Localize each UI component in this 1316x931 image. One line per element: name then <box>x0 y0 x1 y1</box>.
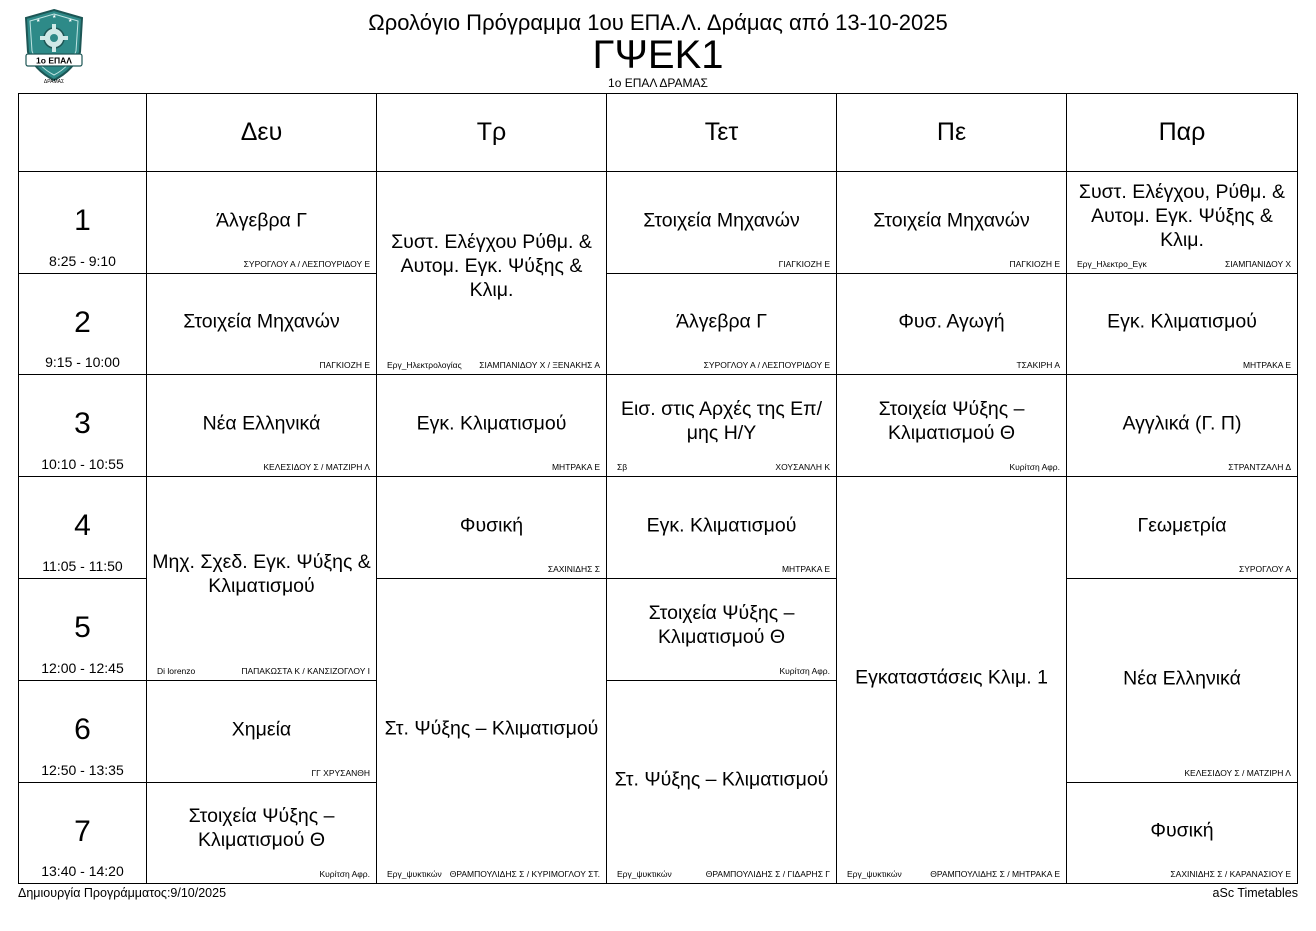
lesson-subject: Εγκ. Κλιματισμού <box>646 514 797 537</box>
lesson-room: Σβ <box>617 462 628 472</box>
lesson-subject: Στοιχεία Μηχανών <box>643 209 800 232</box>
lesson-teacher: ΧΟΥΣΑΝΛΗ Κ <box>775 462 830 472</box>
period-time: 8:25 - 9:10 <box>49 253 116 269</box>
day-header: Παρ <box>1067 94 1297 172</box>
lesson-teacher: Κυρίτση Αφρ. <box>319 869 370 879</box>
corner-cell <box>19 94 147 172</box>
lesson-cell <box>377 172 607 375</box>
period-number: 3 <box>74 407 91 440</box>
lesson-teacher: ΣΥΡΟΓΛΟΥ Α / ΛΕΣΠΟΥΡΙΔΟΥ Ε <box>703 360 830 370</box>
day-header: Πε <box>837 94 1067 172</box>
lesson-cell <box>1067 274 1297 375</box>
lesson-subject: Εγκ. Κλιματισμού <box>1107 310 1257 333</box>
lesson-subject: Φυσική <box>1150 819 1214 842</box>
lesson-room: Εργ_ψυκτικών <box>847 869 902 879</box>
period-time: 10:10 - 10:55 <box>41 456 124 472</box>
lesson-cell <box>377 579 607 883</box>
lesson-cell <box>837 274 1067 375</box>
lesson-cell <box>147 274 377 375</box>
lesson-cell <box>147 783 377 883</box>
period-number: 4 <box>74 509 91 542</box>
lesson-room: Di lorenzo <box>157 666 196 676</box>
svg-text:1ο ΕΠΑΛ: 1ο ΕΠΑΛ <box>36 55 72 66</box>
lesson-teacher: Κυρίτση Αφρ. <box>1009 462 1060 472</box>
timetable-title: Ωρολόγιο Πρόγραμμα 1ου ΕΠΑ.Λ. Δράμας από 13-10-2025 <box>368 10 948 35</box>
lesson-teacher: ΘΡΑΜΠΟΥΛΙΔΗΣ Σ / ΓΙΔΑΡΗΣ Γ <box>705 869 830 879</box>
lesson-cell <box>377 375 607 477</box>
lesson-cell <box>607 375 837 477</box>
lesson-cell <box>607 477 837 579</box>
lesson-cell <box>607 579 837 681</box>
lesson-subject: Μηχ. Σχεδ. Εγκ. Ψύξης & Κλιματισμού <box>152 550 371 597</box>
lesson-subject: Στοιχεία Ψύξης – Κλιματισμού Θ <box>878 397 1025 444</box>
lesson-subject: Νέα Ελληνικά <box>202 412 321 435</box>
lesson-teacher: ΘΡΑΜΠΟΥΛΙΔΗΣ Σ / ΜΗΤΡΑΚΑ Ε <box>930 869 1060 879</box>
period-time: 12:50 - 13:35 <box>41 762 124 778</box>
lesson-teacher: ΣΙΑΜΠΑΝΙΔΟΥ Χ / ΞΕΝΑΚΗΣ Α <box>479 360 600 370</box>
timetable-grid <box>18 93 1298 884</box>
lesson-cell <box>1067 172 1297 274</box>
period-time: 13:40 - 14:20 <box>41 863 124 879</box>
lesson-subject: Νέα Ελληνικά <box>1123 667 1241 690</box>
lesson-subject: Στοιχεία Μηχανών <box>873 209 1030 232</box>
day-header: Τρ <box>377 94 607 172</box>
lesson-teacher: ΤΣΑΚΙΡΗ Α <box>1016 360 1060 370</box>
svg-text:ΔΡΑΜΑΣ: ΔΡΑΜΑΣ <box>43 79 65 84</box>
lesson-teacher: ΓΙΑΓΚΙΟΖΗ Ε <box>778 259 830 269</box>
lesson-room: Εργ_Ηλεκτρο_Εγκ <box>1077 259 1147 269</box>
period-cell <box>19 477 147 579</box>
period-number: 6 <box>74 713 91 746</box>
lesson-subject: Στ. Ψύξης – Κλιματισμού <box>384 717 599 740</box>
lesson-subject: Συστ. Ελέγχου Ρύθμ. & Αυτομ. Εγκ. Ψύξης & Κλιμ. <box>391 230 592 301</box>
period-cell <box>19 579 147 681</box>
lesson-subject: Στ. Ψύξης – Κλιματισμού <box>614 768 829 791</box>
lesson-cell <box>607 172 837 274</box>
lesson-subject: Χημεία <box>231 718 292 741</box>
lesson-cell <box>147 172 377 274</box>
lesson-teacher: ΓΓ ΧΡΥΣΑΝΘΗ <box>311 768 370 778</box>
school-name: 1ο ΕΠΑΛ ΔΡΑΜΑΣ <box>608 76 708 90</box>
lesson-subject: Άλγεβρα Γ <box>676 310 767 333</box>
lesson-cell <box>837 477 1067 883</box>
period-cell <box>19 681 147 783</box>
generator-label: aSc Timetables <box>1212 886 1298 900</box>
lesson-subject: Εγκαταστάσεις Κλιμ. 1 <box>855 666 1048 689</box>
lesson-cell <box>147 375 377 477</box>
period-cell <box>19 783 147 883</box>
lesson-cell <box>1067 783 1297 883</box>
lesson-teacher: ΣΥΡΟΓΛΟΥ Α <box>1238 564 1291 574</box>
day-header: Τετ <box>607 94 837 172</box>
lesson-teacher: ΜΗΤΡΑΚΑ Ε <box>781 564 830 574</box>
period-cell <box>19 375 147 477</box>
period-time: 11:05 - 11:50 <box>42 558 123 574</box>
lesson-cell <box>607 274 837 375</box>
lesson-cell <box>837 375 1067 477</box>
lesson-teacher: ΠΑΓΚΙΟΖΗ Ε <box>1009 259 1060 269</box>
lesson-teacher: ΚΕΛΕΣΙΔΟΥ Σ / ΜΑΤΖΙΡΗ Λ <box>1184 768 1291 778</box>
lesson-teacher: ΣΑΧΙΝΙΔΗΣ Σ / ΚΑΡΑΝΑΣΙΟΥ Ε <box>1170 869 1291 879</box>
lesson-cell <box>1067 375 1297 477</box>
lesson-teacher: ΠΑΓΚΙΟΖΗ Ε <box>319 360 370 370</box>
lesson-subject: Συστ. Ελέγχου, Ρύθμ. & Αυτομ. Εγκ. Ψύξης & Κλιμ. <box>1078 180 1286 251</box>
lesson-cell <box>147 681 377 783</box>
lesson-cell <box>607 681 837 883</box>
svg-text:★: ★ <box>68 18 73 24</box>
lesson-teacher: ΣΥΡΟΓΛΟΥ Α / ΛΕΣΠΟΥΡΙΔΟΥ Ε <box>243 259 370 269</box>
period-time: 12:00 - 12:45 <box>41 660 124 676</box>
lesson-subject: Αγγλικά (Γ. Π) <box>1122 412 1242 435</box>
lesson-subject: Γεωμετρία <box>1137 514 1227 537</box>
lesson-teacher: ΣΑΧΙΝΙΔΗΣ Σ <box>547 564 600 574</box>
lesson-teacher: ΘΡΑΜΠΟΥΛΙΔΗΣ Σ / ΚΥΡΙΜΟΓΛΟΥ ΣΤ. <box>449 869 600 879</box>
lesson-subject: Στοιχεία Μηχανών <box>183 310 340 333</box>
lesson-subject: Στοιχεία Ψύξης – Κλιματισμού Θ <box>648 601 795 648</box>
lesson-subject: Άλγεβρα Γ <box>216 209 307 232</box>
lesson-cell <box>1067 477 1297 579</box>
lesson-teacher: ΣΤΡΑΝΤΖΑΛΗ Δ <box>1228 462 1291 472</box>
lesson-cell <box>377 477 607 579</box>
lesson-teacher: ΜΗΤΡΑΚΑ Ε <box>551 462 600 472</box>
lesson-teacher: Κυρίτση Αφρ. <box>779 666 830 676</box>
lesson-subject: Στοιχεία Ψύξης – Κλιματισμού Θ <box>188 805 335 852</box>
lesson-teacher: ΚΕΛΕΣΙΔΟΥ Σ / ΜΑΤΖΙΡΗ Λ <box>263 462 370 472</box>
period-cell <box>19 172 147 274</box>
lesson-subject: Φυσ. Αγωγή <box>898 310 1005 333</box>
class-code: ΓΨΕΚ1 <box>592 33 724 77</box>
lesson-subject: Εισ. στις Αρχές της Επ/μης Η/Υ <box>620 397 823 444</box>
period-number: 7 <box>74 815 91 848</box>
lesson-subject: Εγκ. Κλιματισμού <box>416 412 567 435</box>
period-number: 1 <box>74 204 91 237</box>
period-cell <box>19 274 147 375</box>
lesson-room: Εργ_ψυκτικών <box>387 869 442 879</box>
period-number: 5 <box>74 611 91 644</box>
lesson-cell <box>837 172 1067 274</box>
period-time: 9:15 - 10:00 <box>45 354 120 370</box>
lesson-room: Εργ_Ηλεκτρολογίας <box>387 360 462 370</box>
day-header: Δευ <box>147 94 377 172</box>
lesson-room: Εργ_ψυκτικών <box>617 869 672 879</box>
period-number: 2 <box>74 306 91 339</box>
lesson-teacher: ΣΙΑΜΠΑΝΙΔΟΥ Χ <box>1224 259 1291 269</box>
svg-text:★: ★ <box>52 14 57 20</box>
lesson-teacher: ΜΗΤΡΑΚΑ Ε <box>1242 360 1291 370</box>
lesson-cell <box>1067 579 1297 783</box>
lesson-subject: Φυσική <box>459 514 524 537</box>
svg-text:★: ★ <box>36 18 41 24</box>
lesson-teacher: ΠΑΠΑΚΩΣΤΑ Κ / ΚΑΝΣΙΖΟΓΛΟΥ Ι <box>241 666 370 676</box>
created-date: Δημιουργία Προγράμματος:9/10/2025 <box>18 886 227 900</box>
lesson-cell <box>147 477 377 681</box>
